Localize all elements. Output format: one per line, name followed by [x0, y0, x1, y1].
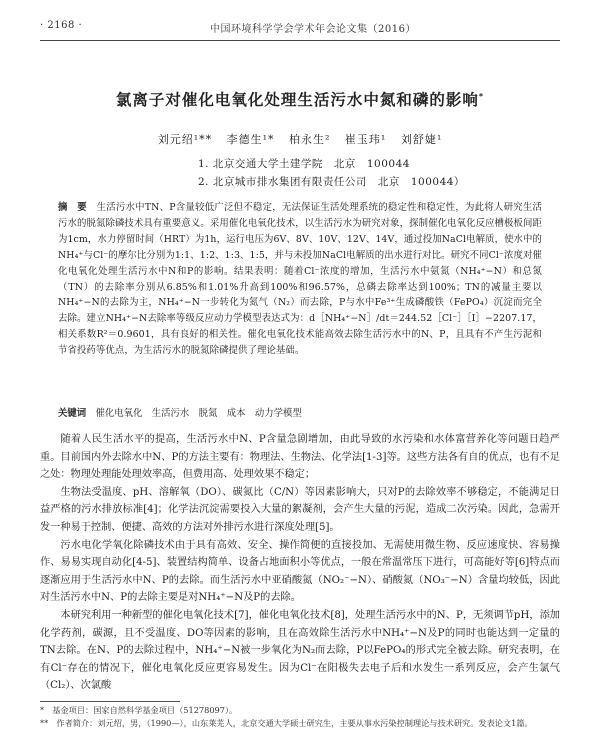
body-paragraph: 生物法受温度、pH、溶解氧（DO）、碳氮比（C/N）等因素影响大，只对P的去除效率不够稳定，不能满足日益严格的污水排放标准[4]；化学法沉淀需要投入大量的絮凝剂，会产生大量的污泥，造成二次污染。因此，急需开发一种易于控制、便捷、高效的方法对外排污水进行深度处理[5]。 [40, 486, 560, 533]
running-title: 中国环境科学学会学术年会论文集（2016） [210, 24, 416, 35]
body-paragraph: 污水电化学氧化除磷技术由于具有高效、安全、操作简便的直接投加、无需使用微生物、反应速度快、容易操作、易易实现自动化[4-5]、装置结构简单、设备占地面积小等优点，一般在常温常压下进行，可高能好等[6]特点而逐渐应用于生活污水中N、P的去除。而生活污水中亚硝酸氮（NO₂⁻−N）、硝酸氮（NO₃⁻−N）含量均较低，因此对生活污水中N、P的去除主要是对NH₄⁺−N及P的去除。 [40, 539, 560, 604]
running-header [40, 20, 560, 34]
body-paragraph: 随着人民生活水平的提高，生活污水中N、P含量急剧增加，由此导致的水污染和水体富营养化等问题日趋严重。目前国内外去除水中N、P的方法主要有：物理法、生物法、化学法[1-3]等。这些方法各有自的优点，也有不足之处：物理处理能处理效率高，但费用高、处理效果不稳定； [40, 434, 560, 481]
footnote-funding: * 基金项目：国家自然科学基金项目（51278097）。 [40, 705, 238, 715]
keywords-text: 催化电氧化 生活污水 脱氮 成本 动力学模型 [95, 408, 302, 419]
keywords-label: 关键词 [58, 408, 87, 419]
keywords [58, 405, 542, 419]
title-footnote-mark: * [478, 91, 485, 101]
abstract [58, 200, 542, 359]
header-rule [40, 40, 560, 41]
abstract-text: 生活污水中TN、P含量较低广泛但不稳定，无法保证生活处理系统的稳定性和稳定性，为此将人研究生活污水的脱氮除磷技术具有重要意义。采用催化电氧化技术，以生活污水为研究对象，探制催化电氧化反应槽极板间距为1cm，水力停留时间（HRT）为1h，运行电压为6V、8V、10V、12V、14V，通过投加NaCl电解质，使水中的NH₄⁺与Cl⁻的摩尔比分别为1:1、1:2、1:3、1:5，并与未投加NaCl电解质的出水进行对比。研究不同Cl⁻浓度对催化电氧化处理生活污水中N和P的影响。结果表明：随着Cl⁻浓度的增加，生活污水中氨氮（NH₄⁺−N）和总氮（TN）的去除率分别从6.85%和1.01%升高到100%和96.57%，总磷去除率达到100%；TN的减量主要以NH₄⁺−N的去除为主，NH₄⁺−N一步转化为氮气（N₂）而去除，P与水中Fe³⁺生成磷酸铁（FePO₄）沉淀而完全去除。建立NH₄⁺−N去除率等级反应动力学模型表达式为：d［NH₄⁺−N］/dt＝244.52［Cl⁻］［I］−2207.17，相关系数R²＝0.9601，具有良好的相关性。催化电氧化技术能高效去除生活污水中的N、P，且具有不产生污泥和节省投药等优点，为生活污水的脱氮除磷提供了理论基础。 [58, 202, 542, 357]
paper-title [40, 88, 560, 110]
footnote-rule [40, 701, 180, 702]
body-paragraph: 本研究利用一种新型的催化电氧化技术[7]，催化电氧化技术[8]，处理生活污水中的N、P，无须调节pH，添加化学药剂，碳源，且不受温度、DO等因素的影响，且在高效除生活污水中NH₄⁺−N及P的同时也能达到一定量的TN去除。在N、P的去除过程中，NH₄⁺−N被一步氧化为N₂而去除，P以FePO₄的形式完全被去除。研究表明，在有Cl⁻存在的情况下，催化电氧化反应更容易发生。因为Cl⁻在阳极失去电子后和水发生一系列反应，会产生氯气（Cl₂）、次氯酸 [40, 609, 560, 692]
body-text [40, 431, 560, 695]
footnote-author-bio: ** 作者简介：刘元绍，男，（1990—），山东莱芜人，北京交通大学硕士研究生，主要从事水污染控制理论与技术研究。发表论文1篇。 [40, 718, 533, 728]
affiliation-2: 2. 北京城市排水集团有限责任公司 北京 100044） [198, 176, 465, 188]
affiliation-1: 1. 北京交通大学土建学院 北京 100044 [198, 158, 410, 170]
title-text: 氯离子对催化电氧化处理生活污水中氮和磷的影响 [115, 91, 479, 109]
author-list: 刘元绍¹** 李德生¹* 柏永生² 崔玉玮¹ 刘舒婕¹ [157, 133, 443, 146]
abstract-label: 摘 要 [58, 202, 87, 213]
page-number: · 2168 · [40, 20, 83, 31]
